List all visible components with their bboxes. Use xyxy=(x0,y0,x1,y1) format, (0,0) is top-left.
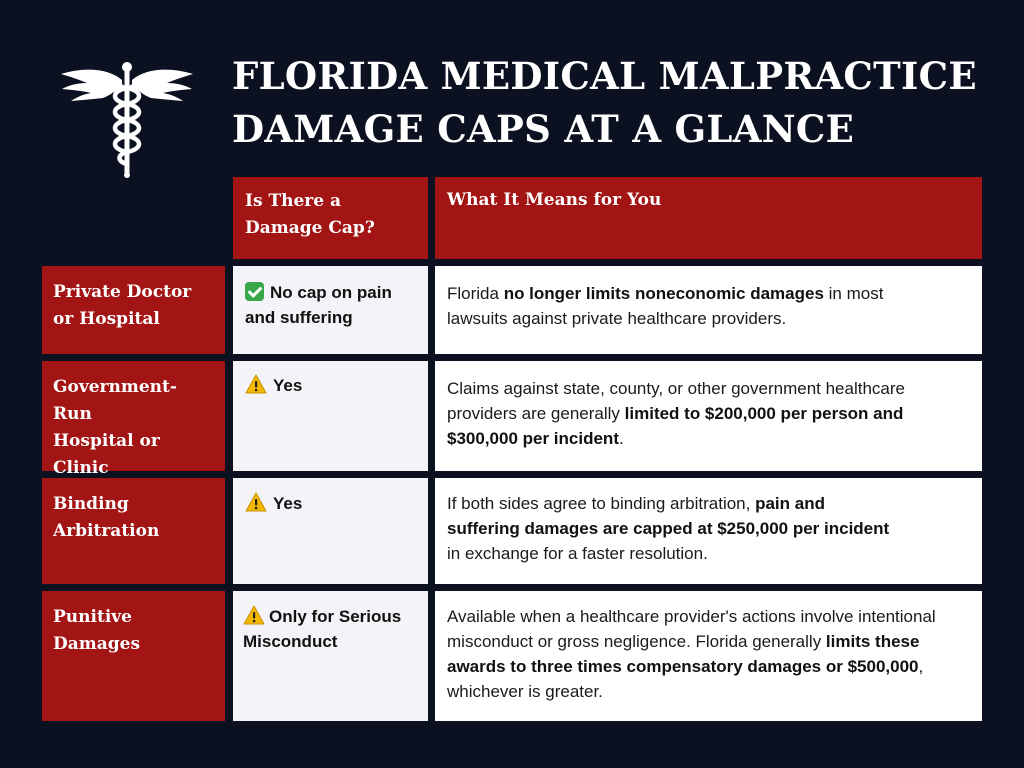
caduceus-icon xyxy=(56,58,198,180)
cap-value: Yes xyxy=(273,376,303,395)
title-line-1: FLORIDA MEDICAL MALPRACTICE xyxy=(232,54,977,98)
meaning-emphasis: limited to $200,000 per person and $300,000 per incident xyxy=(447,404,904,448)
row-label-private-doctor: Private Doctor or Hospital xyxy=(42,266,225,354)
header-damage-cap: Is There a Damage Cap? xyxy=(233,177,428,259)
row-label-binding-arbitration: Binding Arbitration xyxy=(42,478,225,584)
meaning-emphasis: limits these awards to three times compensatory damages or $500,000 xyxy=(447,632,920,676)
page-title xyxy=(232,50,992,156)
meaning-text: , whichever is greater. xyxy=(447,657,924,701)
meaning-cell-government-run xyxy=(435,361,982,471)
warning-icon xyxy=(245,374,267,394)
check-icon xyxy=(245,282,264,301)
cap-cell-punitive-damages xyxy=(233,591,428,721)
meaning-text: in most lawsuits against private healthcare providers. xyxy=(447,284,884,328)
meaning-emphasis: no longer limits noneconomic damages xyxy=(503,284,824,303)
meaning-text: If both sides agree to binding arbitration, xyxy=(447,494,756,513)
cap-cell-government-run xyxy=(233,361,428,471)
meaning-text: Florida xyxy=(447,284,504,303)
meaning-text: Available when a healthcare provider's actions involve intentional misconduct or gross negligence. Florida generally xyxy=(447,607,936,651)
meaning-text: . xyxy=(618,429,624,448)
title-line-2: DAMAGE CAPS AT A GLANCE xyxy=(232,107,855,151)
row-label-punitive-damages: Punitive Damages xyxy=(42,591,225,721)
cap-value: Only for Serious Misconduct xyxy=(243,607,402,651)
row-label-government-run: Government-Run Hospital or Clinic xyxy=(42,361,225,471)
warning-icon xyxy=(245,492,267,512)
meaning-text: in exchange for a faster resolution. xyxy=(447,544,708,563)
warning-icon xyxy=(243,605,265,625)
cap-value: No cap on pain and suffering xyxy=(245,283,392,327)
cap-cell-binding-arbitration xyxy=(233,478,428,584)
meaning-cell-binding-arbitration xyxy=(435,478,982,584)
meaning-cell-private-doctor xyxy=(435,266,982,354)
cap-cell-private-doctor xyxy=(233,266,428,354)
cap-value: Yes xyxy=(273,494,303,513)
header-what-it-means: What It Means for You xyxy=(435,177,982,259)
meaning-text: Claims against state, county, or other government healthcare providers are generally xyxy=(447,379,905,423)
meaning-emphasis: pain and suffering damages are capped at $250,000 per incident xyxy=(447,494,890,538)
meaning-cell-punitive-damages xyxy=(435,591,982,721)
